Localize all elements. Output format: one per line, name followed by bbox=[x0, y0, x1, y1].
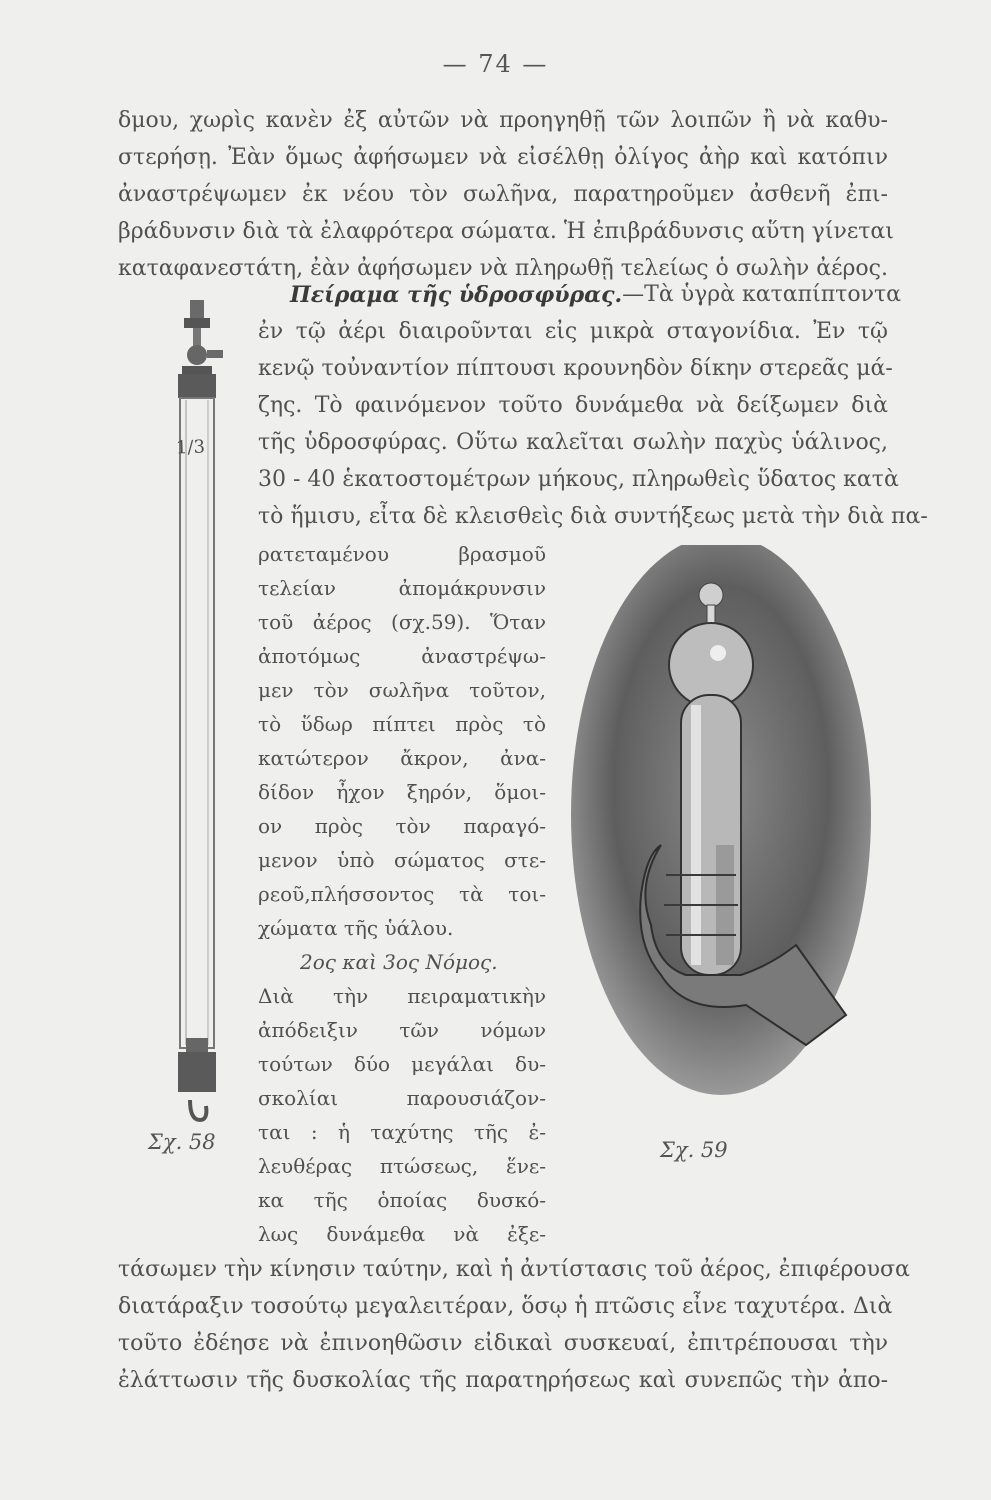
text-line: ἐν τῷ ἀέρι διαιροῦνται εἰς μικρὰ σταγονίδια. Ἐν τῷ bbox=[258, 319, 888, 344]
text-line: τάσωμεν τὴν κίνησιν ταύτην, καὶ ἡ ἀντίστασις τοῦ ἀέρος, ἐπιφέρουσα bbox=[118, 1257, 910, 1282]
text-line: χώματα τῆς ὑάλου. bbox=[258, 916, 454, 940]
text-line: ζης. Τὸ φαινόμενον τοῦτο δυνάμεθα νὰ δείξωμεν διὰ bbox=[258, 393, 888, 418]
text-line: τοῦ ἀέρος (σχ.59). Ὅταν bbox=[258, 610, 546, 634]
text-line: καταφανεστάτη, ἐὰν ἀφήσωμεν νὰ πληρωθῇ τελείως ὁ σωλὴν ἀέρος. bbox=[118, 256, 888, 281]
text-line: τελείαν ἀπομάκρυνσιν bbox=[258, 576, 546, 600]
page-number: — 74 — bbox=[442, 50, 549, 78]
text-line: ἀναστρέψωμεν ἐκ νέου τὸν σωλῆνα, παρατηροῦμεν ἀσθενῆ ἐπι- bbox=[118, 182, 888, 207]
text-line: δίδον ἦχον ξηρόν, ὅμοι- bbox=[258, 780, 546, 804]
text-line: ον πρὸς τὸν παραγό- bbox=[258, 814, 546, 838]
text-line: τοῦτο ἐδέησε νὰ ἐπινοηθῶσιν εἰδικαὶ συσκευαί, ἐπιτρέπουσαι τὴν bbox=[118, 1331, 888, 1356]
text-line: λευθέρας πτώσεως, ἕνε- bbox=[258, 1154, 546, 1178]
figure-58-caption: Σχ. 58 bbox=[148, 1130, 216, 1154]
law-heading: 2ος καὶ 3ος Νόμος. bbox=[300, 950, 498, 974]
text-line: κενῷ τοὐναντίον πίπτουσι κρουνηδὸν δίκην στερεᾶς μά- bbox=[258, 356, 893, 381]
figure-59-water-hammer bbox=[566, 545, 876, 1135]
heading-continuation: —Τὰ ὑγρὰ καταπίπτοντα bbox=[622, 282, 901, 307]
text-line: τῆς ὑδροσφύρας. Οὕτω καλεῖται σωλὴν παχὺς ὑάλινος, bbox=[258, 430, 888, 455]
text-line: ἀπόδειξιν τῶν νόμων bbox=[258, 1018, 546, 1042]
text-line: τὸ ἥμισυ, εἶτα δὲ κλεισθεὶς διὰ συντήξεως μετὰ τὴν διὰ πα- bbox=[258, 504, 928, 529]
text-line: βράδυνσιν διὰ τὰ ἐλαφρότερα σώματα. Ἡ ἐπιβράδυνσις αὕτη γίνεται bbox=[118, 219, 894, 244]
text-line: τὸ ὕδωρ πίπτει πρὸς τὸ bbox=[258, 712, 546, 736]
text-line: δμου, χωρὶς κανὲν ἐξ αὐτῶν νὰ προηγηθῇ τῶν λοιπῶν ἢ νὰ καθυ- bbox=[118, 108, 888, 133]
text-line: στερήσῃ. Ἐὰν ὅμως ἀφήσωμεν νὰ εἰσέλθῃ ὀλίγος ἀὴρ καὶ κατόπιν bbox=[118, 145, 888, 170]
figure-58-vacuum-tube bbox=[160, 300, 240, 1130]
text-line: Διὰ τὴν πειραματικὴν bbox=[258, 984, 546, 1008]
text-line: ἐλάττωσιν τῆς δυσκολίας τῆς παρατηρήσεως καὶ συνεπῶς τὴν ἀπο- bbox=[118, 1368, 888, 1393]
text-line: διατάραξιν τοσούτῳ μεγαλειτέραν, ὅσῳ ἡ πτῶσις εἶνε ταχυτέρα. Διὰ bbox=[118, 1294, 893, 1319]
text-line: ται : ἡ ταχύτης τῆς ἐ- bbox=[258, 1120, 546, 1144]
text-line: λως δυνάμεθα νὰ ἐξε- bbox=[258, 1222, 546, 1246]
text-line: ρεοῦ,πλήσσοντος τὰ τοι- bbox=[258, 882, 546, 906]
experiment-heading-line bbox=[290, 282, 901, 308]
text-line: σκολίαι παρουσιάζον- bbox=[258, 1086, 546, 1110]
text-line: ρατεταμένου βρασμοῦ bbox=[258, 542, 546, 566]
figure-59-caption: Σχ. 59 bbox=[660, 1138, 728, 1162]
text-line: μενον ὑπὸ σώματος στε- bbox=[258, 848, 546, 872]
figure-58-mark: 1/3 bbox=[175, 436, 206, 459]
text-line: μεν τὸν σωλῆνα τοῦτον, bbox=[258, 678, 546, 702]
text-line: κα τῆς ὁποίας δυσκό- bbox=[258, 1188, 546, 1212]
text-line: τούτων δύο μεγάλαι δυ- bbox=[258, 1052, 546, 1076]
text-line: κατώτερον ἄκρον, ἀνα- bbox=[258, 746, 546, 770]
section-heading: Πείραμα τῆς ὑδροσφύρας. bbox=[290, 282, 623, 308]
text-line: ἀποτόμως ἀναστρέψω- bbox=[258, 644, 546, 668]
text-line: 30 - 40 ἑκατοστομέτρων μήκους, πληρωθεὶς ὕδατος κατὰ bbox=[258, 467, 899, 492]
